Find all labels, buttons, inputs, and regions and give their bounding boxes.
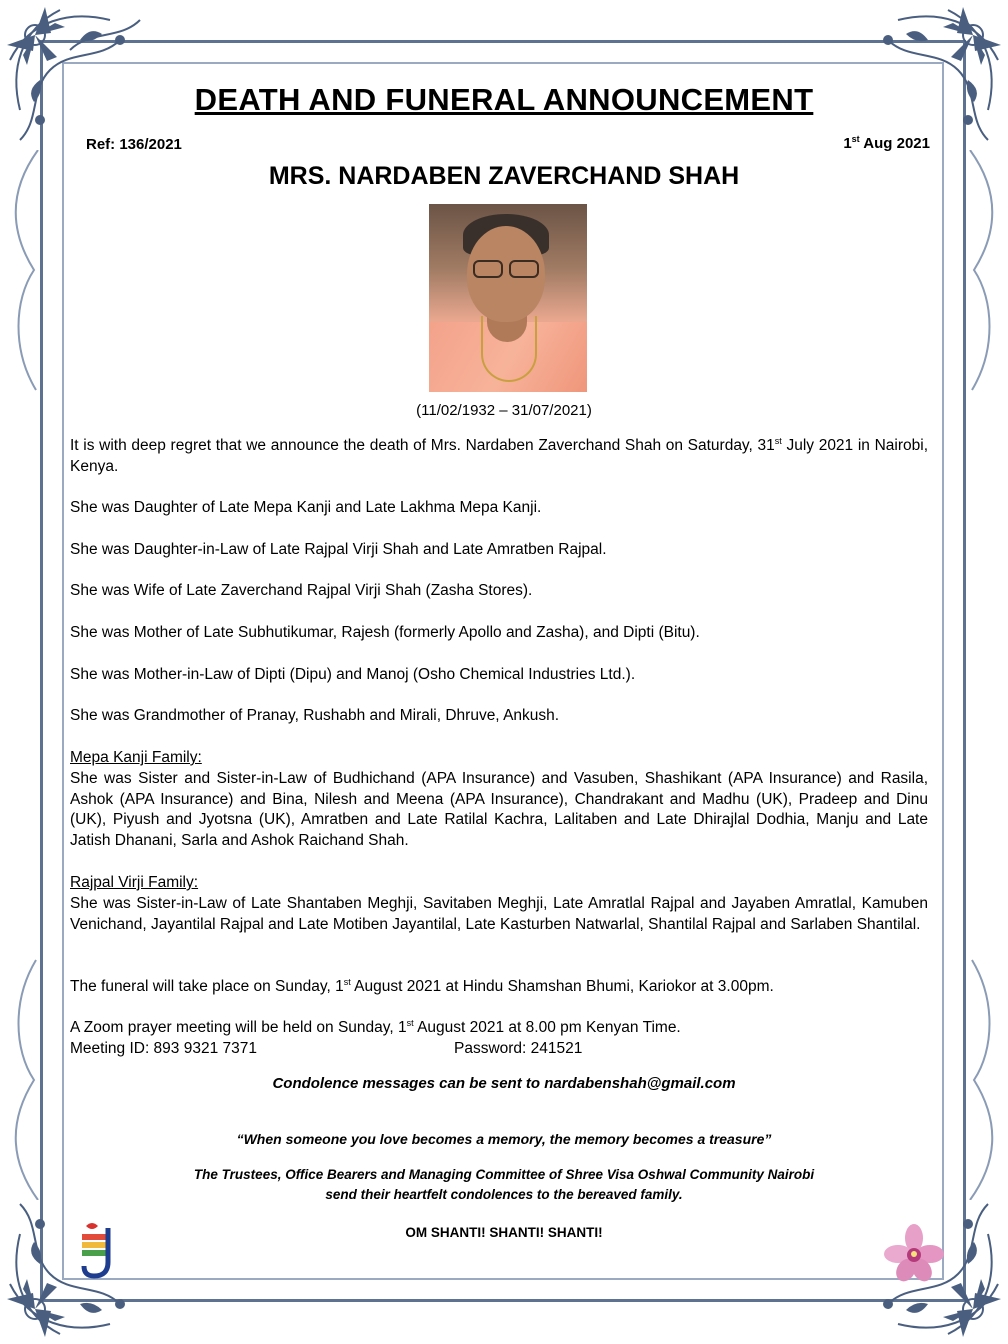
mepa-family-heading: Mepa Kanji Family: xyxy=(70,749,202,766)
relation-grandmother: She was Grandmother of Pranay, Rushabh and Mirali, Dhruve, Ankush. xyxy=(70,707,560,724)
reference-number: Ref: 136/2021 xyxy=(86,136,182,153)
rajpal-family-text: She was Sister-in-Law of Late Shantaben Meghji, Savitaben Meghji, Late Amratlal Rajpal and Jayaben Amratlal, Kamuben Venichand, Jayantilal Rajpal and Late Motiben Jayantilal, Late Kasturben Natwarlal, Shantilal Rajpal and Sarlaben Shantilal. xyxy=(70,894,928,933)
announcement-date: 1st Aug 2021 xyxy=(843,134,930,152)
death-notice-paragraph: It is with deep regret that we announce the death of Mrs. Nardaben Zaverchand Shah on Saturday, 31st July 2021 in Nairobi, Kenya. xyxy=(70,435,928,475)
mepa-family-section xyxy=(70,748,928,852)
condolence-email-note: Condolence messages can be sent to nardabenshah@gmail.com xyxy=(272,1075,736,1092)
meeting-password: Password: 241521 xyxy=(454,1040,583,1057)
deceased-name: MRS. NARDABEN ZAVERCHAND SHAH xyxy=(268,162,740,190)
portrait-photo xyxy=(429,204,587,392)
funeral-details: The funeral will take place on Sunday, 1st August 2021 at Hindu Shamshan Bhumi, Kariokor at 3.00pm. xyxy=(70,976,774,995)
community-logo-icon xyxy=(78,1220,120,1280)
meeting-credentials xyxy=(70,1039,928,1060)
rajpal-family-section xyxy=(70,873,928,935)
rajpal-family-heading: Rajpal Virji Family: xyxy=(70,874,199,891)
orchid-flower-icon xyxy=(884,1224,944,1284)
meeting-id: Meeting ID: 893 9321 7371 xyxy=(70,1040,257,1057)
swirl-ornament-icon xyxy=(964,900,1004,1200)
relation-daughter: She was Daughter of Late Mepa Kanji and Late Lakhma Mepa Kanji. xyxy=(70,499,542,516)
relation-wife: She was Wife of Late Zaverchand Rajpal Virji Shah (Zasha Stores). xyxy=(70,582,533,599)
zoom-meeting-details: A Zoom prayer meeting will be held on Sunday, 1st August 2021 at 8.00 pm Kenyan Time. xyxy=(70,1017,681,1036)
relation-mother: She was Mother of Late Subhutikumar, Rajesh (formerly Apollo and Zasha), and Dipti (Bitu). xyxy=(70,624,700,641)
relation-daughter-in-law: She was Daughter-in-Law of Late Rajpal Virji Shah and Late Amratben Rajpal. xyxy=(70,541,607,558)
memorial-quote: “When someone you love becomes a memory, the memory becomes a treasure” xyxy=(236,1131,772,1147)
swirl-ornament-icon xyxy=(4,900,44,1200)
announcement-title: DEATH AND FUNERAL ANNOUNCEMENT xyxy=(194,82,814,117)
relation-mother-in-law: She was Mother-in-Law of Dipti (Dipu) and Manoj (Osho Chemical Industries Ltd.). xyxy=(70,666,636,683)
trustees-condolence: The Trustees, Office Bearers and Managing Committee of Shree Visa Oshwal Community Nairobi send their heartfelt condolences to the bereaved family. xyxy=(193,1167,815,1202)
om-shanti-text: OM SHANTI! SHANTI! SHANTI! xyxy=(405,1225,603,1240)
mepa-family-text: She was Sister and Sister-in-Law of Budhichand (APA Insurance) and Vasuben, Shashikant (APA Insurance) and Rasila, Ashok (APA Insurance) and Bina, Nilesh and Meena (APA Insurance), Chandrakant and Madhu (UK), Pradeep and Dinu (UK), Piyush and Jyotsna (UK), Amratben and Late Ratilal Kachra, Lalitaben and Late Dhirajlal Dodhia, Manju and Late Jatish Dhanani, Sarla and Ashok Raichand Shah. xyxy=(70,769,928,850)
life-dates: (11/02/1932 – 31/07/2021) xyxy=(416,402,592,419)
